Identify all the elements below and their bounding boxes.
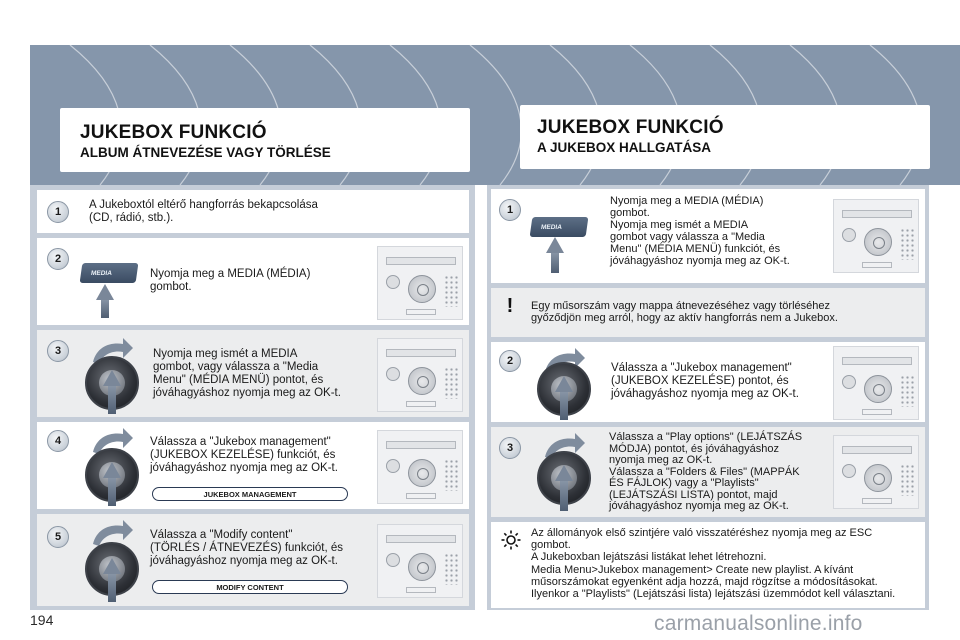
menu-label: JUKEBOX MANAGEMENT: [152, 487, 348, 501]
radio-panel-image: [377, 430, 463, 504]
watermark: carmanualsonline.info: [654, 612, 863, 635]
step-text: Válassza a "Play options" (LEJÁTSZÁS MÓDJA) pontot, és jóváhagyáshoz nyomja meg az OK-t. Válassza a "Folders & Files" (MAPPÁK ÉS FÁJLOK) vagy a "Playlists" (LEJÁTSZÁSI LISTA) pontot, majd jóváhagyáshoz nyomja meg az OK-t.: [609, 431, 803, 512]
step-number: 3: [47, 340, 69, 362]
page-number: 194: [30, 612, 54, 628]
arrow-up-icon: [103, 558, 121, 574]
radio-panel-image: [833, 199, 919, 273]
arrow-up-icon: [108, 572, 116, 602]
left-title: JUKEBOX FUNKCIÓ: [80, 122, 267, 143]
arrow-up-icon: [103, 462, 121, 478]
step-text: Válassza a "Jukebox management" (JUKEBOX KEZELÉSE) funkciót, és jóváhagyáshoz nyomja meg az OK-t.: [150, 436, 338, 474]
step-number: 1: [499, 199, 521, 221]
arrow-up-icon: [555, 376, 573, 392]
step-number: 2: [499, 350, 521, 372]
arrow-up-icon: [101, 298, 109, 318]
radio-panel-image: [377, 246, 463, 320]
arrow-up-icon: [551, 251, 559, 273]
arrow-up-icon: [555, 465, 573, 481]
warning-icon: !: [506, 295, 514, 317]
right-step-2: [491, 342, 925, 422]
media-button: MEDIA: [530, 217, 589, 237]
right-title: JUKEBOX FUNKCIÓ: [537, 117, 724, 138]
sun-icon: [501, 530, 521, 550]
radio-panel-image: [833, 346, 919, 420]
step-number: 5: [47, 526, 69, 548]
left-step-5: [37, 514, 469, 606]
step-text: Nyomja meg ismét a MEDIA gombot, vagy válassza a "Media Menu" (MÉDIA MENÜ) pontot, és jóváhagyáshoz nyomja meg az OK-t.: [153, 348, 341, 399]
left-step-4: [37, 422, 469, 509]
step-text: Válassza a "Jukebox management" (JUKEBOX KEZELÉSE) pontot, és jóváhagyáshoz nyomja meg az OK-t.: [611, 362, 799, 400]
step-number: 1: [47, 201, 69, 223]
step-number: 4: [47, 430, 69, 452]
radio-panel-image: [377, 338, 463, 412]
warning-note: [491, 288, 925, 337]
arrow-up-icon: [108, 476, 116, 506]
warning-text: Egy műsorszám vagy mappa átnevezéséhez vagy törléséhez győződjön meg arról, hogy az aktív hangforrás nem a Jukebox.: [531, 300, 838, 324]
radio-panel-image: [833, 435, 919, 509]
left-subtitle: ALBUM ÁTNEVEZÉSE VAGY TÖRLÉSE: [80, 145, 331, 160]
tip-note: [491, 522, 925, 608]
radio-panel-image: [377, 524, 463, 598]
arrow-up-icon: [560, 479, 568, 511]
left-step-3: [37, 330, 469, 417]
step-text: Nyomja meg a MEDIA (MÉDIA) gombot.: [150, 268, 311, 293]
left-step-2: [37, 238, 469, 325]
right-title-box: [520, 105, 930, 169]
media-button: MEDIA: [80, 263, 139, 283]
step-number: 3: [499, 437, 521, 459]
right-step-3: [491, 427, 925, 517]
arrow-up-icon: [103, 370, 121, 386]
arrow-up-icon: [108, 384, 116, 414]
step-number: 2: [47, 248, 69, 270]
left-step-1: [37, 190, 469, 233]
step-text: Válassza a "Modify content" (TÖRLÉS / ÁTNEVEZÉS) funkciót, és jóváhagyáshoz nyomja meg az OK-t.: [150, 529, 343, 567]
right-step-1: [491, 189, 925, 283]
right-subtitle: A JUKEBOX HALLGATÁSA: [537, 140, 712, 155]
arrow-up-icon: [546, 237, 564, 253]
left-title-box: [60, 108, 470, 172]
arrow-up-icon: [96, 284, 114, 300]
menu-label: MODIFY CONTENT: [152, 580, 348, 594]
arrow-up-icon: [560, 390, 568, 420]
step-text: A Jukeboxtól eltérő hangforrás bekapcsolása (CD, rádió, stb.).: [89, 199, 318, 224]
step-text: Nyomja meg a MEDIA (MÉDIA) gombot. Nyomja meg ismét a MEDIA gombot vagy válassza a "Media Menu" (MÉDIA MENÜ) funkciót, és jóváhagyáshoz nyomja meg az OK-t.: [610, 195, 790, 267]
tip-text: Az állományok első szintjére való visszatéréshez nyomja meg az ESC gombot. A Jukeboxban lejátszási listákat lehet létrehozni. Media Menu>Jukebox management> Create new playlist. A kívánt műsorszámokat egyenként adja hozzá, majd rögzítse a módosításokat. Ilyenkor a "Playlists" (Lejátszási lista) lejátszási üzemmódot kell választani.: [531, 527, 896, 601]
